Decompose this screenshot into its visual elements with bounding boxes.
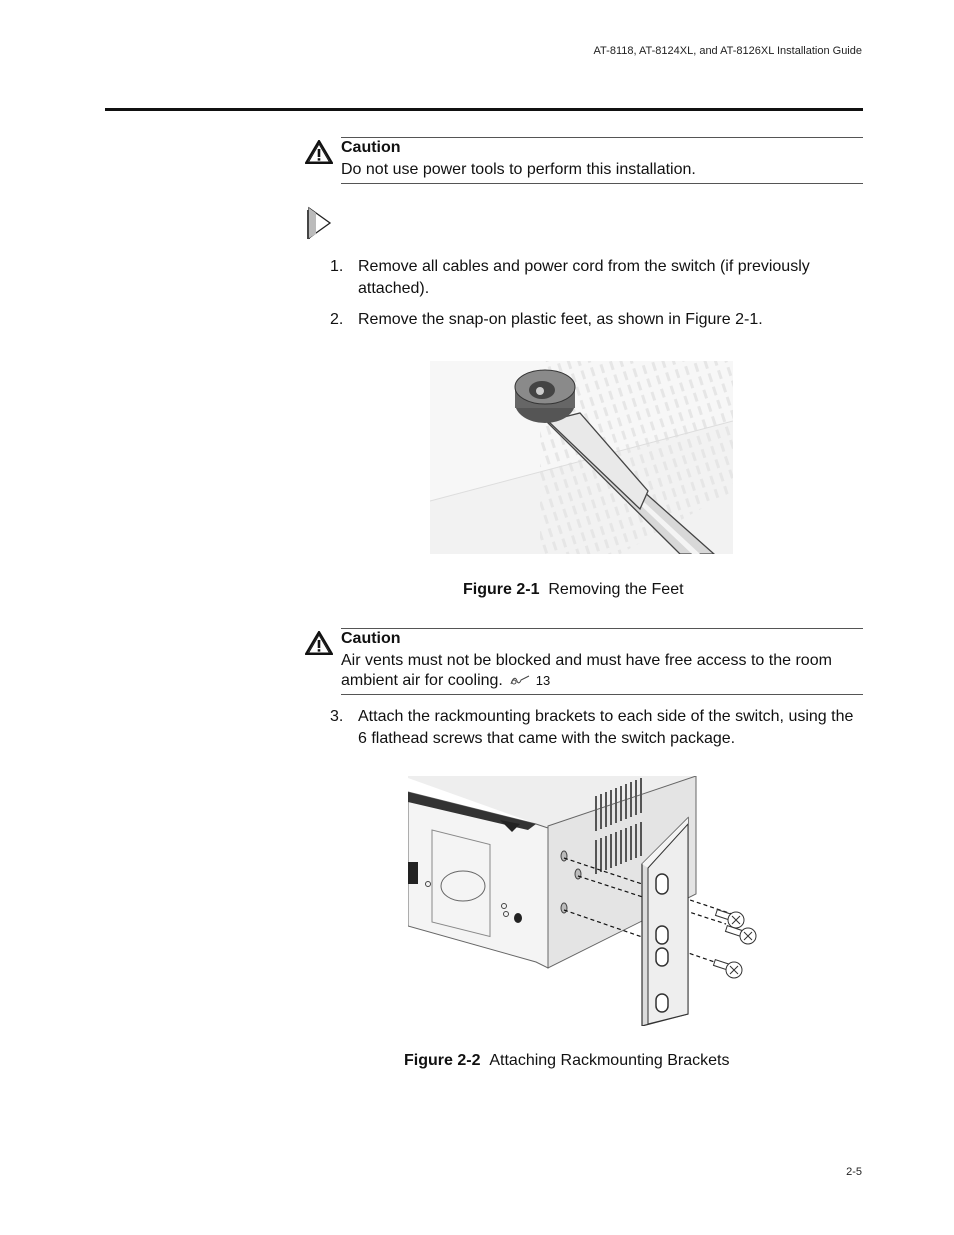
caution-text-body: Air vents must not be blocked and must have free access to the room ambient air for cooling.	[341, 652, 832, 689]
running-header: AT-8118, AT-8124XL, and AT-8126XL Installation Guide	[593, 45, 862, 57]
list-item	[330, 309, 860, 331]
caution-rule-bottom	[341, 183, 863, 184]
figure-label: Figure 2-1	[463, 581, 540, 598]
list-item	[330, 706, 860, 752]
procedure-arrow-icon	[306, 206, 332, 240]
caution-title: Caution	[341, 139, 401, 156]
warning-triangle-icon	[305, 631, 333, 655]
caution-title: Caution	[341, 630, 401, 647]
figure-caption-2	[404, 1052, 729, 1070]
figure-caption-1	[463, 581, 684, 599]
header-rule	[105, 108, 863, 111]
step-number: 1.	[330, 258, 344, 275]
list-item	[330, 256, 860, 302]
caution-rule-top	[341, 137, 863, 138]
figure-title: Removing the Feet	[548, 581, 684, 598]
caution-text	[341, 651, 861, 691]
step-number: 3.	[330, 708, 344, 725]
caution-box-1	[305, 137, 863, 185]
page-number: 2-5	[846, 1166, 862, 1178]
translation-reference-icon	[509, 674, 531, 686]
figure-rackmount-brackets-illustration	[408, 776, 760, 1026]
caution-box-2	[305, 628, 863, 696]
translation-reference-number: 13	[535, 673, 551, 688]
step-text: Remove all cables and power cord from the switch (if previously attached).	[358, 258, 810, 297]
caution-text: Do not use power tools to perform this installation.	[341, 161, 696, 178]
step-text: Attach the rackmounting brackets to each side of the switch, using the 6 flathead screws that came with the switch package.	[358, 708, 854, 747]
figure-title: Attaching Rackmounting Brackets	[489, 1052, 730, 1069]
figure-label: Figure 2-2	[404, 1052, 481, 1069]
caution-rule-bottom	[341, 694, 863, 695]
step-text: Remove the snap-on plastic feet, as shown in Figure 2-1.	[358, 311, 763, 328]
step-number: 2.	[330, 311, 344, 328]
figure-removing-feet-illustration	[430, 361, 733, 554]
caution-rule-top	[341, 628, 863, 629]
warning-triangle-icon	[305, 140, 333, 164]
